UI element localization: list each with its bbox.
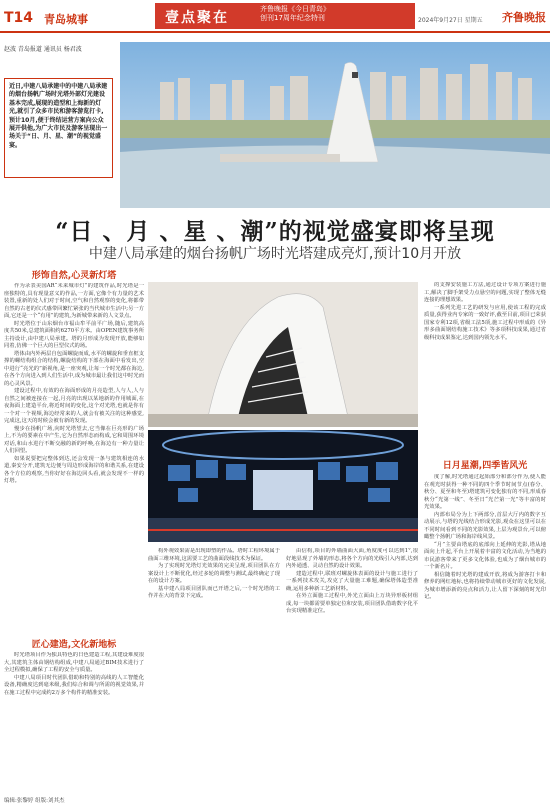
paragraph: 为了实现时光塔灯光效果的完美呈现,项目团队在方案设计上不断优化,经过多轮的调整与测试,最终确定了现在的设计方案。: [148, 563, 280, 584]
article-column-3: [286, 548, 418, 793]
tower-illustration: [148, 282, 418, 427]
interior-illustration: [148, 430, 418, 542]
section-heading-2: 匠心建造,文化新地标: [31, 640, 117, 650]
headline: “日 、月 、星 、潮”的视觉盛宴即将呈现: [55, 218, 495, 245]
header-rule: [0, 31, 550, 33]
banner-subtitle: [260, 5, 330, 23]
newspaper-logo: 齐鲁晚报: [502, 11, 546, 24]
paragraph: 相信随着时光塔的建成开放,将成为游客打卡和修养的网红地标,也将持续带动城市更好的文化发展,为城市增添新的亮点和活力,让人留下深刻的时光印记。: [424, 571, 546, 600]
tower-skyline-photo: [120, 42, 550, 208]
paragraph: 作为录表美国AR“未来城市灯”的建筑作品,时光塔是一座独特的,具有现量意义的作品,一方面,它像个有力量的艺术装置,重新的处人们对于时间,空气和自然观察的变化,将都带自然的古老的仪式感带回繁忙紧张的当代城市生活中;另一方面,它还是一个“有用”的建筑,为新城带来新的人文景点。: [4, 283, 144, 319]
paragraph: 一系列先进工艺的研发与应用,使该工程的完成质量,获得业内专家的一致好评,截至目前,项目已荣获国家专利12项,省级工法5项,施工过程中形成的《异形多曲面钢结构施工技术》等多项科技成果,通过省级科技成果鉴定,达到国内领先水平。: [424, 304, 546, 341]
tower-closeup-photo: [148, 282, 418, 427]
paragraph: 基中建八局项目团队而已开塔之后,一个时光塔的工作并在大的背景下完成。: [148, 585, 280, 599]
paragraph: 时光塔项目作为独具特色的日色建造工程,其建设难度很大,其建筑主体由钢结构组成,中建八局通过BIM技术进行了全过程模拟,确保了工程的安全与质量。: [4, 652, 144, 673]
issue-date: 2024年9月27日 星期五: [418, 17, 483, 24]
banner-sub-line2: 创刊17周年纪念特刊: [260, 14, 325, 22]
paragraph: 塔体由内外两层自包面螺旋而成,水平的螺旋和垂直框支撑的螺结构组合的结构,螺旋结构的下部在海面中看发出,空中进行“亮光的”新视角,是一座突观,让每一个时光都在海边,在各个方向进入到人们生活中,成为城市最让我们这中时光而的心灵风景。: [4, 350, 144, 387]
paragraph: 如果说要把完整体到达,还会发现一条与建筑相连的水道,秦安分开,建筑无边便与周边形成海岸的和谐关系,在建设各个方位的观察,当你好好在海边回头看,就会发现不一样的灯塔。: [4, 455, 144, 484]
paragraph: 慢步在扬帆广场,向时光塔望去,它当像在巨亮形的广场上,不为的要素在中产生,它为自然形态而构成,它和周围环境对话,和山水进行不断交融的新的呼唤,在海边有一种力量让人们回望。: [4, 425, 144, 454]
paragraph: 中建八局项目时代团队借助和特别的高线的人工智能化设备,精确度达到毫米级,我们综合和调与所需的视觉效果,并在施工过程中完成约2万多个构件的精准安装。: [4, 674, 144, 696]
paragraph: 建设过程中,有效的在海面形成的月亮造型,人与人,人与自然之间被连接在一起,月亮的出现以某地新的作用城面,在夜海面上建造平台,将近时间的变化,这个对光塔,也就是你有一个对一个视频,海边经常来的人,就会有被关注的这种感觉,完成这,这天的时候会被有新的发现。: [4, 388, 144, 424]
interior-exhibition-photo: [148, 430, 418, 542]
page-number: T14: [4, 10, 34, 26]
paragraph: 在外立面施工过程中,外光立面由上万块异形板材组成,每一块都需要单独定位和安装,项目团队借助数字化平台实现精准定位。: [286, 593, 418, 614]
byline: 赵波 青岛报道 通讯员 杨君波: [4, 46, 82, 53]
section-heading-1: 形饰自然,心灵新灯塔: [31, 271, 117, 281]
banner-sub-line1: 齐鲁晚报《今日青岛》: [260, 5, 330, 13]
paragraph: 时光塔位于山东烟台市福山牟平前平广场,随后,建筑高度共50米,总建筑面积约6270平方米。由OPEN建筑事务所主持设计,由中建八局承建。塔的月形成为发现开放,能够如同着,仿佛一个巨大的巨型仪式的场。: [4, 320, 144, 349]
lead-summary-box: 近日,中建八局承建中的中建八局承建的烟台扬帆广场时光塔外部灯光建设基本完成,展现的造型和上海新的灯光,就引了众多市民和游客游览打卡,预计10月,便于终结运营方案向公众展开供他,为广大市民及游客呈现出一场关于“日、月、星、潮”的视觉盛宴。: [4, 78, 113, 178]
paragraph: “月”主要由塔底的底部向上延伸的光影,塔从地面向上升起,平台上开展着丰富的文化活动,为当地的市民游客带来了更多文化体验,也成为了烟台城市的一个新名片。: [424, 541, 546, 570]
article-column-4-bottom: [424, 474, 546, 794]
article-column-4-top: [424, 282, 546, 452]
paragraph: 度了解,时光塔通过起始部分和部分作为,使人能在观光时获得一种不同的四个季节时间节点(春分、秋分、夏至和冬至)塔建筑可变化独有的不同,形成春秋分“光第一线”、冬至日“光芒第一光”等丰富的时光效果。: [424, 474, 546, 510]
banner-title: 壹点聚在: [165, 10, 229, 26]
page-footer: 编辑:张黎婷 组版:刘其杰: [4, 798, 65, 804]
section-name: 青岛城事: [44, 13, 88, 26]
paragraph: 内部布局分为上下两部分,首层大厅内的数字互动展示,与塔的光线结合形成光影,观众在这里可以在不同时间看到不同的光影效果,上层为观景台,可以俯瞰整个扬帆广场和海岸线风景。: [424, 511, 546, 540]
subheadline: 中建八局承建的烟台扬帆广场时光塔建成亮灯,预计10月开放: [88, 246, 462, 262]
paragraph: 构外观效果需是出现即塑的作品。塔时工程环境属于曲面三维环境,这需要工艺的曲面段线技术为保证。: [148, 548, 280, 562]
article-column-1: [4, 283, 144, 633]
section-heading-3: 日月星潮,四季皆风光: [442, 461, 528, 471]
skyline-illustration: [120, 42, 550, 208]
article-column-1-bottom: [4, 652, 144, 792]
paragraph: 的支撑安装施工方法,通过设计专项方案进行施工,解决了脚手架受力点悬空的问题,实现了整体无缝连接的理想效果。: [424, 282, 546, 303]
paragraph: 由信构,项目的外墙曲面大面,角度度可以达到1°,很好地显现了外墙的形态,将各个方向的光线引入内部,达到内外通透、灵动自然的设计效果。: [286, 548, 418, 569]
paragraph: 建造过程中,联班对螺旋体表面的设计与施工进行了一系列技术攻关,攻克了大量施工难题,确保塔体造型准确,运用多种新工艺新材料。: [286, 570, 418, 592]
article-column-2: [148, 548, 280, 793]
